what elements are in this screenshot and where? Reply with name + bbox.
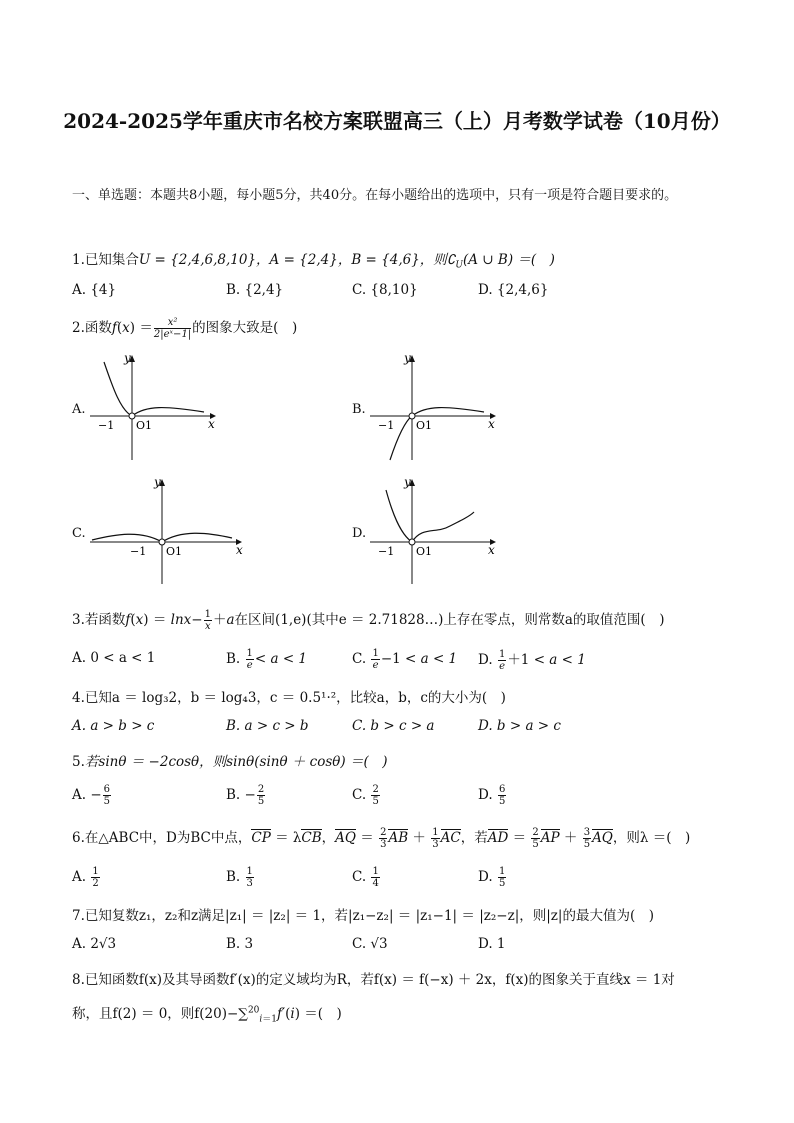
q1-sub: U xyxy=(455,260,463,271)
q1-stem-b: (A ∪ B) ＝( ) xyxy=(462,252,555,268)
q7-option-c[interactable]: C. √3 xyxy=(352,936,388,952)
q1-stem-a: 已知集合 xyxy=(84,252,139,268)
q6-option-d[interactable]: D. $\frac{1}{5}$ xyxy=(478,866,506,889)
question-8-line2: 称，且f(2) ＝ 0，则f(20)−∑$^{20}_{i=1}$f′(i) ＝( ) xyxy=(72,1005,342,1025)
graph-c-y-label: y xyxy=(154,475,161,489)
q6-option-c[interactable]: C. $\frac{1}{4}$ xyxy=(352,866,379,889)
q6-option-b[interactable]: B. $\frac{1}{3}$ xyxy=(226,866,253,889)
q5-stem: 若sinθ ＝ −2cosθ，则sinθ(sinθ ＋ cosθ) ＝( ) xyxy=(84,754,388,770)
graph-d-x-label: x xyxy=(488,543,495,557)
q4-option-c[interactable]: C. b > c > a xyxy=(352,718,435,734)
q2-option-a[interactable]: A. xyxy=(72,402,86,417)
q1-option-a[interactable]: A. {4} xyxy=(72,282,117,298)
graph-d-y-label: y xyxy=(404,475,411,489)
q2-number: 2. xyxy=(72,320,85,336)
q7-option-d[interactable]: D. 1 xyxy=(478,936,506,952)
q7-option-a[interactable]: A. 2√3 xyxy=(72,936,117,952)
q3-stem-a: 若函数 xyxy=(84,612,126,628)
graph-a xyxy=(86,350,226,462)
q1-option-b[interactable]: B. {2,4} xyxy=(226,282,284,298)
section-header: 一、单选题：本题共8小题，每小题5分，共40分。在每小题给出的选项中，只有一项是符合题目要求的。 xyxy=(72,188,678,203)
q1-option-d[interactable]: D. {2,4,6} xyxy=(478,282,549,298)
q6-stem-a: 在△ABC中，D为BC中点， xyxy=(84,830,252,846)
q7-stem: 已知复数z₁，z₂和z满足|z₁| ＝ |z₂| ＝ 1，若|z₁−z₂| ＝ |z₁−1| ＝ |z₂−z|，则|z|的最大值为( ) xyxy=(84,908,654,924)
q5-option-a[interactable]: A. − $\frac{6}{5}$ xyxy=(72,784,111,807)
graph-c-origin: O1 xyxy=(166,545,183,558)
q4-option-a[interactable]: A. a > b > c xyxy=(72,718,155,734)
graph-b-y-label: y xyxy=(404,351,411,365)
q5-option-c[interactable]: C. $\frac{2}{5}$ xyxy=(352,784,379,807)
q5-option-d[interactable]: D. $\frac{6}{5}$ xyxy=(478,784,506,807)
graph-b-origin: O1 xyxy=(416,419,433,432)
graph-a-neg1: −1 xyxy=(98,419,115,432)
graph-c-neg1: −1 xyxy=(130,545,147,558)
q7-option-b[interactable]: B. 3 xyxy=(226,936,254,952)
question-7 xyxy=(72,904,654,924)
q1-number: 1. xyxy=(72,252,85,268)
q1-stem-math: U = {2,4,6,8,10}，A = {2,4}，B = {4,6}，则∁ xyxy=(138,252,456,268)
q2-stem-b: 的图象大致是( ) xyxy=(192,320,298,336)
question-3: 3.若函数f(x) ＝ lnx− $\frac{1}{x}$ ＋a在区间(1,e)(其中e ＝ 2.71828…)上存在零点，则常数a的取值范围( ) xyxy=(72,609,665,632)
q8-number: 8. xyxy=(72,972,85,988)
q6-number: 6. xyxy=(72,830,85,846)
q2-fraction: $\frac{\text{x²}}{\text{2|eˣ−1|}}$ xyxy=(153,317,192,340)
q4-number: 4. xyxy=(72,690,85,706)
question-5 xyxy=(72,750,388,770)
graph-a-y-label: y xyxy=(124,351,131,365)
q3-option-b[interactable]: B. $\frac{1}{e}$ < a < 1 xyxy=(226,648,308,671)
graph-d-origin: O1 xyxy=(416,545,433,558)
q2-option-d[interactable]: D. xyxy=(352,526,367,541)
q4-stem: 已知a ＝ log₃2，b ＝ log₄3，c ＝ 0.5¹·²，比较a，b，c的大小为( ) xyxy=(84,690,506,706)
question-2: 2.函数f(x) ＝ $\frac{\text{x²}}{\text{2|eˣ−1|}}$ 的图象大致是( ) xyxy=(72,317,298,340)
graph-c-x-label: x xyxy=(236,543,243,557)
q2-option-c[interactable]: C. xyxy=(72,526,86,541)
graph-a-x-label: x xyxy=(208,417,215,431)
q5-number: 5. xyxy=(72,754,85,770)
graph-a-origin: O1 xyxy=(136,419,153,432)
q2-stem-a: 函数 xyxy=(84,320,112,336)
q1-option-c[interactable]: C. {8,10} xyxy=(352,282,418,298)
graph-c xyxy=(86,474,256,586)
q3-number: 3. xyxy=(72,612,85,628)
q6-option-a[interactable]: A. $\frac{1}{2}$ xyxy=(72,866,99,889)
q3-option-d[interactable]: D. $\frac{1}{e}$ ＋1 < a < 1 xyxy=(478,649,586,672)
q8-stem-line2: 称，且f(2) ＝ 0，则f(20)−∑ xyxy=(72,1006,248,1022)
graph-d-neg1: −1 xyxy=(378,545,395,558)
q2-option-b[interactable]: B. xyxy=(352,402,366,417)
graph-b-x-label: x xyxy=(488,417,495,431)
q4-option-d[interactable]: D. b > a > c xyxy=(478,718,561,734)
question-1 xyxy=(72,248,555,271)
q3-option-c[interactable]: C. $\frac{1}{e}$ −1 < a < 1 xyxy=(352,648,458,671)
q4-option-b[interactable]: B. a > c > b xyxy=(226,718,309,734)
q3-fraction: $\frac{1}{x}$ xyxy=(204,609,211,632)
q6-stem-b: ，则λ ＝( ) xyxy=(612,830,691,846)
graph-d xyxy=(366,474,506,586)
q7-number: 7. xyxy=(72,908,85,924)
q3-option-a[interactable]: A. 0 < a < 1 xyxy=(72,650,156,666)
q3-stem-b: 在区间(1,e)(其中e ＝ 2.71828…)上存在零点，则常数a的取值范围( ) xyxy=(234,612,665,628)
graph-b-neg1: −1 xyxy=(378,419,395,432)
question-4 xyxy=(72,686,506,706)
q8-stem-line1: 已知函数f(x)及其导函数f′(x)的定义域均为R，若f(x) ＝ f(−x) ＋ 2x，f(x)的图象关于直线x ＝ 1对 xyxy=(84,972,675,988)
graph-b xyxy=(366,350,506,462)
page-title: 2024-2025学年重庆市名校方案联盟高三（上）月考数学试卷（10月份） xyxy=(63,109,731,133)
question-6: 6.在△ABC中，D为BC中点，CP ＝ λCB，AQ ＝ $\frac{2}{3}$ AB ＋ $\frac{1}{3}$ AC，若AD ＝ $\frac{2}{5}$ AP ＋ $\frac{3}{5}$ AQ，则λ ＝( ) xyxy=(72,827,691,850)
q5-option-b[interactable]: B. − $\frac{2}{5}$ xyxy=(226,784,265,807)
question-8-line1 xyxy=(72,968,675,988)
